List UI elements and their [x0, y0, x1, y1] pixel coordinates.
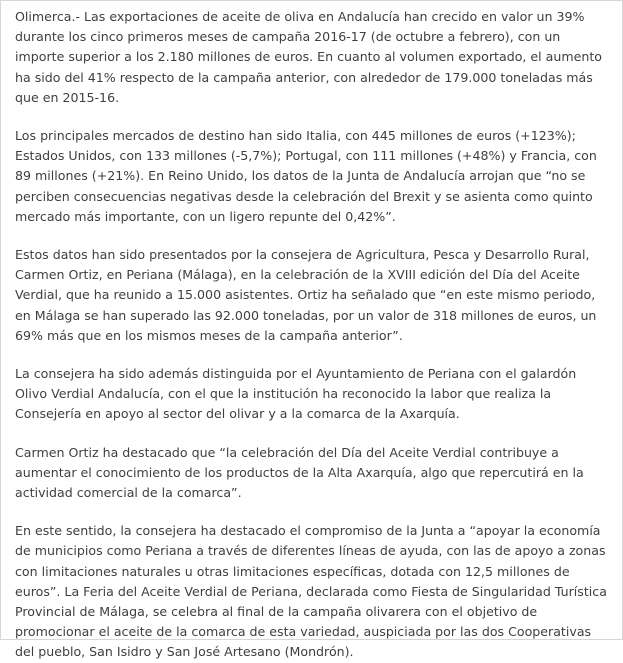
paragraph-commitment: En este sentido, la consejera ha destacado el compromiso de la Junta a “apoyar la economía de municipios como Periana a través de diferentes líneas de ayuda, con las de apoyo a zonas con limitaciones naturales u otras limitaciones específicas, dotada con 12,5 millones de euros”. La Feria del Aceite Verdial de Periana, declarada como Fiesta de Singularidad Turística Provincial de Málaga, se celebra al final de la campaña olivarera con el objetivo de promocionar el aceite de la comarca de esta variedad, auspiciada por las dos Cooperativas del pueblo, San Isidro y San José Artesano (Mondrón).	[15, 523, 607, 660]
paragraph-data-presentation: Estos datos han sido presentados por la consejera de Agricultura, Pesca y Desarrollo Rural, Carmen Ortiz, en Periana (Málaga), en la celebración de la XVIII edición del Día del Aceite Verdial, que ha reunido a 15.000 asistentes. Ortiz ha señalado que “en este mismo periodo, en Málaga se han superado las 92.000 toneladas, por un valor de 318 millones de euros, un 69% más que en los mismos meses de la campaña anterior”.	[15, 247, 597, 343]
paragraph-exports-intro: Olimerca.- Las exportaciones de aceite de oliva en Andalucía han crecido en valor un 39% durante los cinco primeros meses de campaña 2016-17 (de octubre a febrero), con un importe superior a los 2.180 millones de euros. En cuanto al volumen exportado, el aumento ha sido del 41% respecto de la campaña anterior, con alrededor de 179.000 toneladas más que en 2015-16.	[15, 9, 602, 105]
paragraph-ortiz-quote: Carmen Ortiz ha destacado que “la celebración del Día del Aceite Verdial contribuye a aumentar el conocimiento de los productos de la Alta Axarquía, algo que repercutirá en la actividad comercial de la comarca”.	[15, 444, 584, 501]
paragraph-award: La consejera ha sido además distinguida por el Ayuntamiento de Periana con el galardón Olivo Verdial Andalucía, con el que la institución ha reconocido la labor que realiza la Consejería en apoyo al sector del olivar y a la comarca de la Axarquía.	[15, 366, 577, 422]
paragraph-main-markets: Los principales mercados de destino han sido Italia, con 445 millones de euros (+123%); Estados Unidos, con 133 millones (-5,7%); Portugal, con 111 millones (+48%) y Francia, con 89 millones (+21%). En Reino Unido, los datos de la Junta de Andalucía arrojan que “no se perciben consecuencias negativas desde la celebración del Brexit y se asienta como quinto mercado más importante, con un ligero repunte del 0,42%”.	[15, 128, 597, 224]
